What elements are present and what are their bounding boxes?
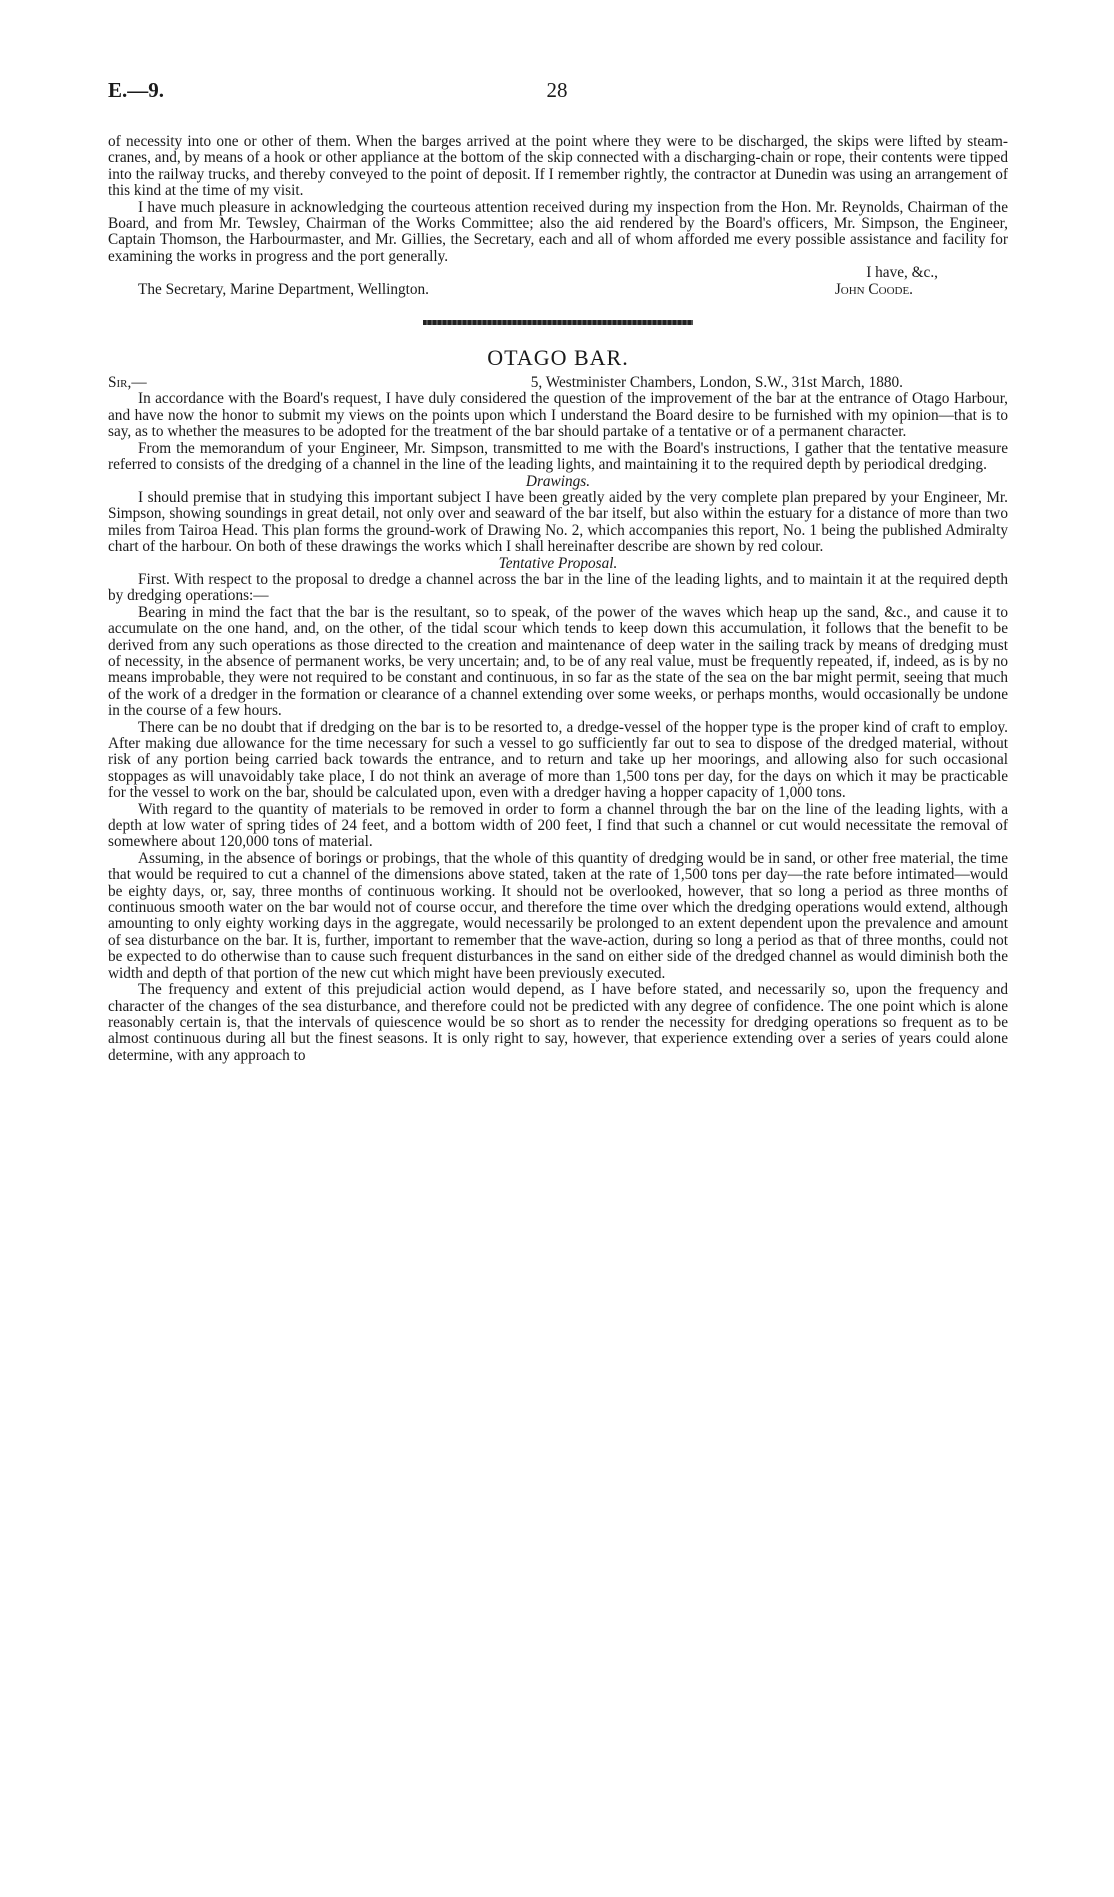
document-reference: E.—9. bbox=[108, 78, 165, 102]
signature: John Coode. bbox=[834, 280, 913, 298]
letter-paragraph-1: In accordance with the Board's request, I have duly considered the question of the improvement of the bar at the entrance of Otago Harbour, and have now the honor to submit my views on the points upon which I understand the Board desire to be furnished with my opinion—that is to say, as to whether the measures to be adopted for the treatment of the bar should partake of a tentative or of a permanent character. bbox=[108, 390, 1008, 441]
salutation: Sir,— bbox=[108, 374, 147, 392]
subheading-tentative-proposal: Tentative Proposal. bbox=[498, 554, 618, 572]
letter-paragraph-2: From the memorandum of your Engineer, Mr. Simpson, transmitted to me with the Board's instructions, I gather that the tentative measure referred to consists of the dredging of a channel in the line of the leading lights, and maintaining it to the required depth by periodical dredging. bbox=[108, 439, 1008, 474]
letter-paragraph-3: I should premise that in studying this important subject I have been greatly aided by the very complete plan prepared by your Engineer, Mr. Simpson, showing soundings in great detail, not only over and seaward of the bar itself, but also within the estuary for a distance of more than two miles from Tairoa Head. This plan forms the ground-work of Drawing No. 2, which accompanies this report, No. 1 being the published Admiralty chart of the harbour. On both of these drawings the works which I shall hereinafter describe are shown by red colour. bbox=[108, 488, 1008, 556]
page-body bbox=[108, 134, 1008, 1064]
sender-address: 5, Westminister Chambers, London, S.W., 31st March, 1880. bbox=[530, 374, 903, 392]
page-header bbox=[108, 78, 1006, 108]
subheading-drawings: Drawings. bbox=[525, 472, 591, 490]
letter-paragraph-9: The frequency and extent of this prejudicial action would depend, as I have before stated, and necessarily so, upon the frequency and character of the changes of the sea disturbance, and therefore could not be predicted with any degree of confidence. The one point which is alone reasonably certain is, that the intervals of quiescence would be so short as to render the necessity for dredging operations so frequent as to be almost continuous during all but the finest seasons. It is only right to say, however, that experience extending over a series of years could alone determine, with any approach to bbox=[108, 981, 1008, 1064]
section-divider bbox=[423, 320, 693, 325]
intro-paragraph-1: of necessity into one or other of them. When the barges arrived at the point where they were to be discharged, the skips were lifted by steam-cranes, and, by means of a hook or other appliance at the bottom of the skip connected with a discharging-chain or rope, their contents were tipped into the railway trucks, and thereby conveyed to the point of deposit. If I remember rightly, the contractor at Dunedin was using an arrangement of this kind at the time of my visit. bbox=[108, 133, 1008, 200]
section-title: OTAGO BAR. bbox=[487, 345, 629, 371]
signature-line bbox=[108, 282, 1008, 298]
letter-paragraph-8: Assuming, in the absence of borings or probings, that the whole of this quantity of dredging would be in sand, or other free material, the time that would be required to cut a channel of the dimensions above stated, taken at the rate of 1,500 tons per day—the rate before intimated—would be eighty days, or, say, three months of continuous working. It should not be overlooked, however, that so long a period as three months of continuous smooth water on the bar would not of course occur, and therefore the time over which the dredging operations would extend, although amounting to only eighty working days in the aggregate, would necessarily be prolonged to an extent dependent upon the prevalence and amount of sea disturbance on the bar. It is, further, important to remember that the wave-action, during so long a period as that of three months, could not be expected to do otherwise than to cause such frequent disturbances in the sand on either side of the dredged channel as would diminish both the width and depth of that portion of the new cut which might have been previously executed. bbox=[108, 849, 1008, 982]
intro-paragraph-2: I have much pleasure in acknowledging the courteous attention received during my inspection from the Hon. Mr. Reynolds, Chairman of the Board, and from Mr. Tewsley, Chairman of the Works Committee; also the aid rendered by the Board's officers, Mr. Simpson, the Engineer, Captain Thomson, the Harbourmaster, and Mr. Gillies, the Secretary, each and all of whom afforded me every possible assistance and facility for examining the works in progress and the port generally. bbox=[108, 198, 1008, 265]
letter-paragraph-4: First. With respect to the proposal to dredge a channel across the bar in the line of the leading lights, and to maintain it at the required depth by dredging operations:— bbox=[108, 570, 1008, 605]
letter-paragraph-5: Bearing in mind the fact that the bar is the resultant, so to speak, of the power of the waves which heap up the sand, &c., and cause it to accumulate on the one hand, and, on the other, of the tidal scour which tends to keep down this accumulation, it follows that the benefit to be derived from any such operations as those directed to the creation and maintenance of deep water in the sailing track by means of dredging must of necessity, in the absence of permanent works, be very uncertain; and, to be of any real value, must be frequently repeated, if, indeed, as is by no means improbable, they were not required to be constant and continuous, in so far as the state of the sea on the bar might permit, seeing that much of the work of a dredger in the formation or clearance of a channel extending over some weeks, or perhaps months, would occasionally be undone in the course of a few hours. bbox=[108, 603, 1008, 720]
letter-paragraph-6: There can be no doubt that if dredging on the bar is to be resorted to, a dredge-vessel of the hopper type is the proper kind of craft to employ. After making due allowance for the time necessary for such a vessel to go sufficiently far out to sea to dispose of the dredged material, without risk of any portion being carried back towards the entrance, and to return and take up her moorings, and allowing also for such occasional stoppages as will unavoidably take place, I do not think an average of more than 1,500 tons per day, for the days on which it may be practicable for the vessel to work on the bar, should be calculated upon, even with a dredger having a hopper capacity of 1,000 tons. bbox=[108, 718, 1008, 802]
letter-dateline bbox=[108, 375, 1008, 391]
page-number: 28 bbox=[546, 78, 568, 102]
addressee: The Secretary, Marine Department, Wellington. bbox=[138, 280, 430, 298]
letter-paragraph-7: With regard to the quantity of materials to be removed in order to form a channel through the bar on the line of the leading lights, with a depth at low water of spring tides of 24 feet, and a bottom width of 200 feet, I find that such a channel or cut would necessitate the removal of somewhere about 120,000 tons of material. bbox=[108, 800, 1008, 851]
closing-formula: I have, &c., bbox=[866, 264, 938, 282]
